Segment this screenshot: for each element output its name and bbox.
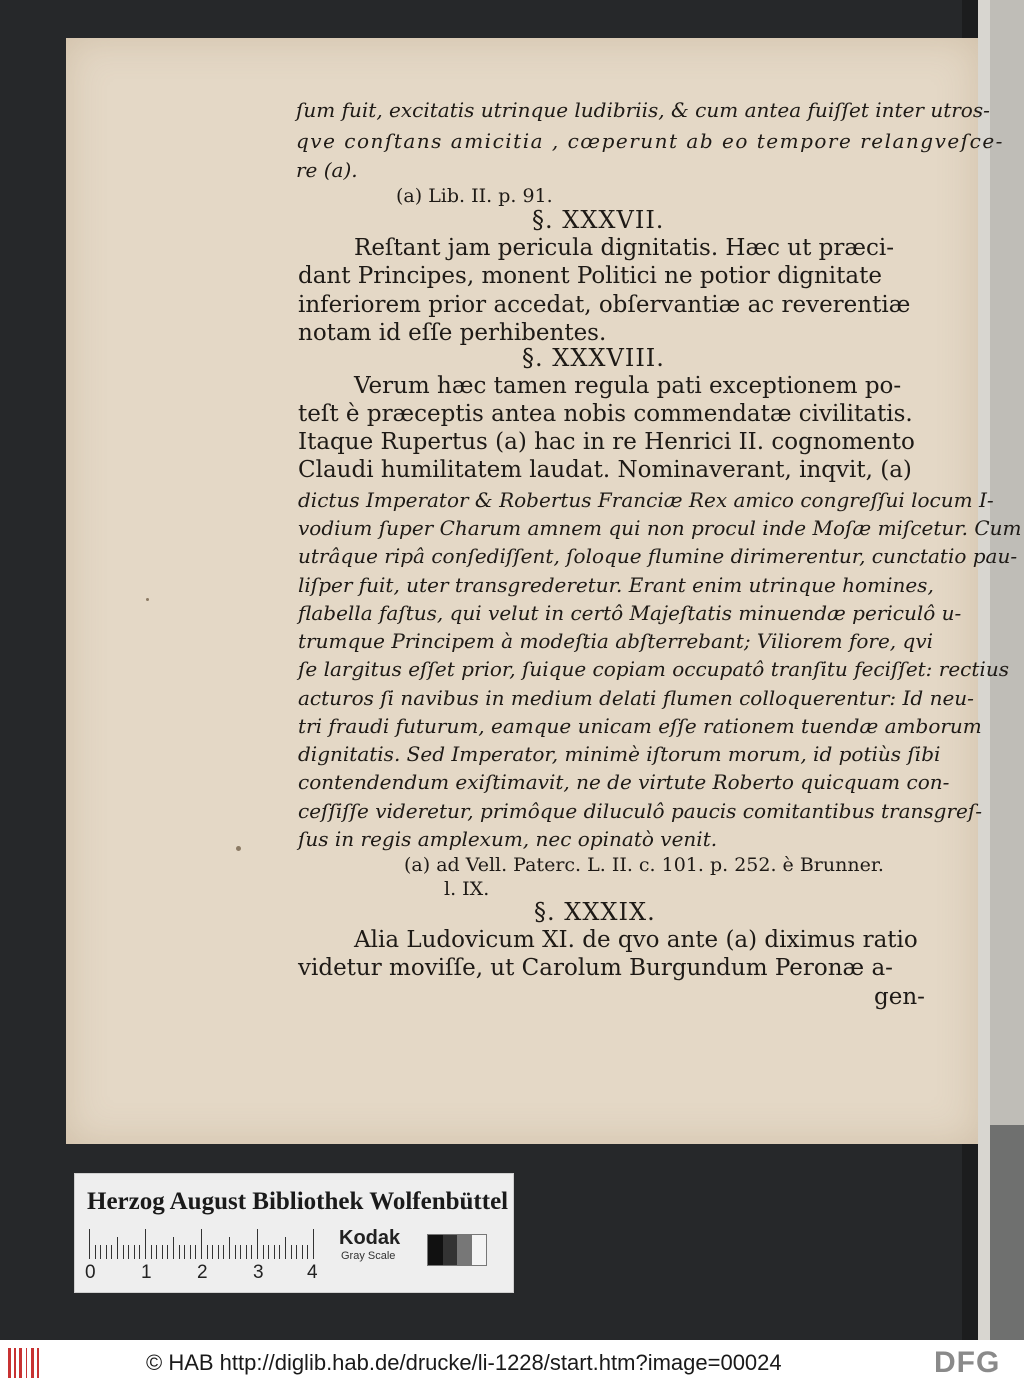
text-line: ſe largitus eſſet prior, ſuique copiam occupatô tranſitu feciſſet: rectius — [298, 657, 1009, 681]
kodak-logo: Kodak — [339, 1227, 401, 1249]
text-line: ſus in regis amplexum, nec opinatò venit. — [298, 827, 718, 851]
text-line: tri fraudi futurum, eamque unicam eſſe rationem tuendæ amborum — [298, 714, 982, 738]
ruler-tick — [291, 1245, 292, 1259]
text-line: dignitatis. Sed Imperator, minimè iſtorum morum, id potiùs ſibi — [298, 742, 941, 766]
paper-speck — [236, 846, 241, 851]
ruler-tick — [235, 1245, 236, 1259]
footnote: (a) ad Vell. Paterc. L. II. c. 101. p. 252. è Brunner. — [404, 854, 884, 876]
text-line: utrâque ripâ conſediſſent, ſoloque flumine dirimerentur, cunctatio pau- — [298, 544, 1018, 568]
text-line: Reſtant jam pericula dignitatis. Hæc ut præci- — [354, 235, 895, 261]
gray-swatches — [427, 1234, 487, 1266]
ruler-tick — [173, 1237, 174, 1259]
barcode-stripe — [26, 1348, 27, 1378]
text-line: notam id eſſe perhibentes. — [298, 320, 607, 346]
gray-scale-label: Gray Scale — [341, 1250, 396, 1262]
ruler-tick — [313, 1229, 314, 1259]
ruler-tick — [117, 1237, 118, 1259]
measurement-ruler — [89, 1229, 314, 1259]
ruler-tick — [95, 1245, 96, 1259]
ruler-tick — [268, 1245, 269, 1259]
page-text — [66, 38, 1022, 1144]
ruler-tick — [106, 1245, 107, 1259]
barcode-stripe — [19, 1348, 22, 1378]
ruler-tick — [162, 1245, 163, 1259]
ruler-tick — [195, 1245, 196, 1259]
ruler-tick — [156, 1245, 157, 1259]
copyright-link[interactable]: © HAB http://diglib.hab.de/drucke/li-1228/start.htm?image=00024 — [146, 1350, 782, 1375]
ruler-tick — [207, 1245, 208, 1259]
book-page — [66, 38, 1022, 1144]
ruler-tick — [257, 1229, 258, 1259]
ruler-tick — [201, 1229, 202, 1259]
ruler-tick — [263, 1245, 264, 1259]
text-line: vodium ſuper Charum amnem qui non procul inde Moſæ miſcetur. Cum — [298, 516, 1022, 540]
text-line: Verum hæc tamen regula pati exceptionem po- — [354, 373, 902, 399]
section-heading: §. XXXIX. — [534, 898, 656, 926]
footnote: l. IX. — [444, 878, 490, 900]
text-line: Itaque Rupertus (a) hac in re Henrici II. cognomento — [298, 429, 915, 455]
color-calibration-card — [74, 1173, 514, 1293]
text-line: acturos ſi navibus in medium delati flumen colloquerentur: Id neu- — [298, 686, 974, 710]
ruler-tick — [212, 1245, 213, 1259]
ruler-tick — [89, 1229, 90, 1259]
ruler-tick — [145, 1229, 146, 1259]
barcode-stripe — [31, 1348, 34, 1378]
barcode-stripe — [14, 1348, 16, 1378]
section-heading: §. XXXVIII. — [522, 344, 665, 372]
ruler-tick — [246, 1245, 247, 1259]
text-line: ſum fuit, excitatis utrinque ludibriis, & cum antea fuiſſet inter utros- — [296, 98, 990, 122]
ruler-tick — [167, 1245, 168, 1259]
ruler-number: 3 — [253, 1262, 264, 1283]
ruler-numbers — [85, 1262, 325, 1286]
text-line: teſt è præceptis antea nobis commendatæ civilitatis. — [298, 401, 913, 427]
ruler-tick — [134, 1245, 135, 1259]
ruler-tick — [285, 1237, 286, 1259]
ruler-tick — [151, 1245, 152, 1259]
ruler-number: 4 — [307, 1262, 318, 1283]
dfg-logo: DFG — [934, 1346, 1001, 1379]
ruler-tick — [279, 1245, 280, 1259]
text-line: inferiorem prior accedat, obſervantiæ ac reverentiæ — [298, 292, 911, 318]
catchword: gen- — [874, 984, 925, 1010]
ruler-tick — [128, 1245, 129, 1259]
ruler-tick — [296, 1245, 297, 1259]
text-line: re (a). — [296, 158, 358, 182]
scan-gray-block — [990, 1125, 1024, 1340]
text-line: trumque Principem à modeſtia abſterrebant; Viliorem fore, qvi — [298, 629, 934, 653]
ruler-tick — [139, 1245, 140, 1259]
ruler-tick — [240, 1245, 241, 1259]
ruler-number: 0 — [85, 1262, 96, 1283]
ruler-tick — [302, 1245, 303, 1259]
ruler-tick — [100, 1245, 101, 1259]
text-line: dictus Imperator & Robertus Franciæ Rex amico congreſſui locum I- — [298, 488, 994, 512]
ruler-tick — [190, 1245, 191, 1259]
barcode-stripe — [8, 1348, 11, 1378]
text-line: ceſſiſſe videretur, primôque diluculô paucis comitantibus transgreſ- — [298, 799, 982, 823]
text-line: Claudi humilitatem laudat. Nominaverant, inqvit, (a) — [298, 457, 912, 483]
ruler-tick — [218, 1245, 219, 1259]
ruler-tick — [179, 1245, 180, 1259]
ruler-number: 2 — [197, 1262, 208, 1283]
hab-barcode-icon — [8, 1348, 48, 1378]
ruler-tick — [274, 1245, 275, 1259]
text-line: dant Principes, monent Politici ne potior dignitate — [298, 263, 882, 289]
ruler-tick — [123, 1245, 124, 1259]
ruler-number: 1 — [141, 1262, 152, 1283]
ruler-tick — [251, 1245, 252, 1259]
ruler-tick — [229, 1237, 230, 1259]
library-name: Herzog August Bibliothek Wolfenbüttel — [87, 1188, 509, 1215]
ruler-tick — [223, 1245, 224, 1259]
ruler-tick — [111, 1245, 112, 1259]
text-line: contendendum exiſtimavit, ne de virtute Roberto quicquam con- — [298, 770, 950, 794]
text-line: liſper fuit, uter transgrederetur. Erant enim utrinque homines, — [298, 573, 934, 597]
footer-bar — [0, 1340, 1024, 1386]
paper-speck — [146, 598, 149, 601]
footnote: (a) Lib. II. p. 91. — [396, 185, 553, 207]
text-line: Alia Ludovicum XI. de qvo ante (a) diximus ratio — [354, 927, 918, 953]
text-line: videtur moviſſe, ut Carolum Burgundum Peronæ a- — [298, 955, 893, 981]
text-line: qve conſtans amicitia , cœperunt ab eo tempore relangveſce- — [296, 129, 1004, 153]
section-heading: §. XXXVII. — [532, 206, 665, 234]
barcode-stripe — [37, 1348, 39, 1378]
ruler-tick — [184, 1245, 185, 1259]
ruler-tick — [307, 1245, 308, 1259]
text-line: flabella faſtus, qui velut in certô Majeſtatis minuendæ periculô u- — [298, 601, 962, 625]
